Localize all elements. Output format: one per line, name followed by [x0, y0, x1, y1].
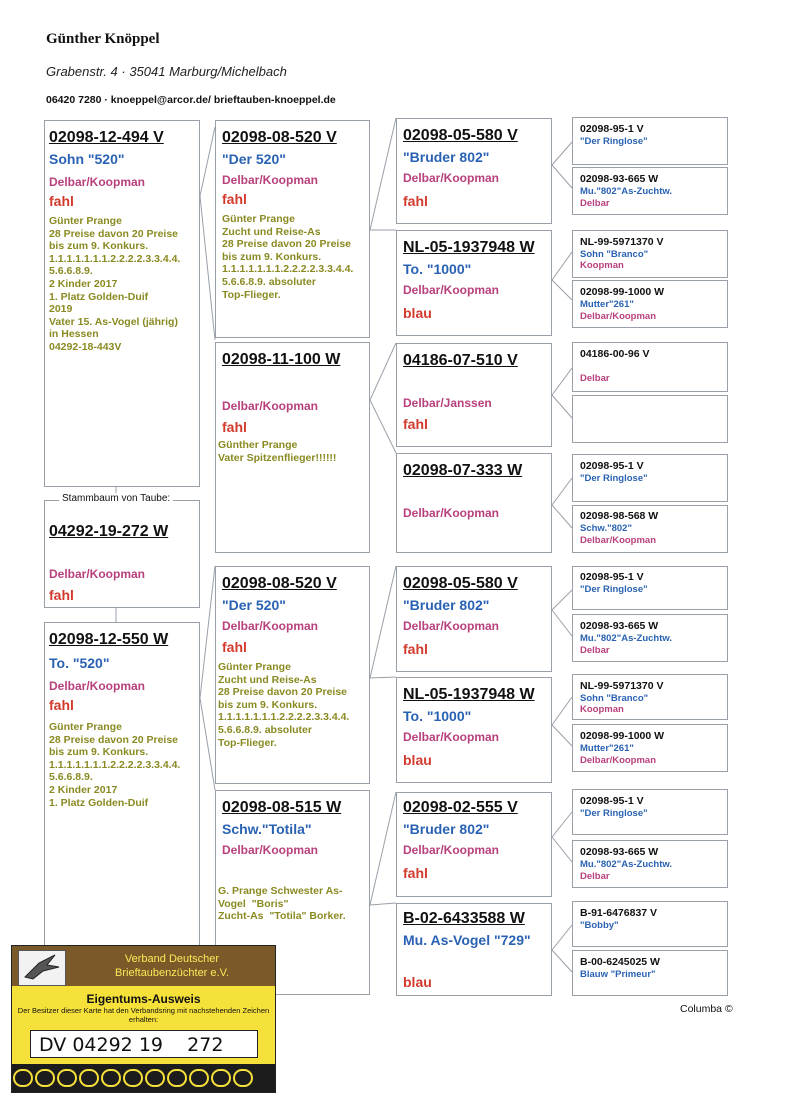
mother-color: fahl — [49, 697, 74, 713]
gen4-box — [572, 840, 728, 888]
gen4-breed: Delbar/Koopman — [580, 535, 657, 546]
father-notes: Günter Prange 28 Preise davon 20 Preise bis zum 9. Konkurs. 1.1.1.1.1.1.1.2.2.2.2.3.3.4.4. 5.6.6.8.9. 2 Kinder 2017 1. Platz Golden-Duif 2019 Vater 15. As-Vogel (jährig) in Hessen 04292-18-443V — [49, 215, 181, 353]
gen4-ring: 02098-98-568 W — [580, 510, 659, 522]
gen3-box — [396, 792, 552, 897]
mother-breed: Delbar/Koopman — [49, 679, 146, 693]
breeder-contact: 06420 7280 · knoeppel@arcor.de/ brieftauben-knoeppel.de — [46, 94, 336, 106]
gen4-breed: Delbar/Koopman — [580, 755, 657, 766]
gen4-ring: 02098-93-665 W — [580, 846, 659, 858]
gen3-ring: B-02-6433588 W — [403, 910, 525, 927]
gen3-breed: Delbar/Koopman — [403, 619, 500, 633]
father-color: fahl — [49, 193, 74, 209]
gen4-box — [572, 167, 728, 215]
father-box — [44, 120, 200, 487]
gen3-ring: 02098-07-333 W — [403, 462, 523, 479]
gen3-color: fahl — [403, 193, 428, 209]
gen3-box — [396, 453, 552, 553]
gen4-name: "Der Ringlose" — [580, 473, 648, 484]
gen4-name: Schw."802" — [580, 523, 632, 534]
gen2-color: fahl — [222, 191, 247, 207]
gen2-name: "Der 520" — [222, 151, 286, 167]
subject-breed: Delbar/Koopman — [49, 567, 146, 581]
card-footer-band — [12, 1064, 275, 1092]
gen4-breed: Delbar — [580, 373, 610, 384]
gen4-box — [572, 614, 728, 662]
mother-box — [44, 622, 200, 952]
gen4-ring: NL-99-5971370 V — [580, 236, 664, 248]
gen4-breed: Koopman — [580, 260, 624, 271]
gen4-box — [572, 505, 728, 553]
gen4-ring: 02098-95-1 V — [580, 460, 644, 472]
gen3-breed: Delbar/Koopman — [403, 283, 500, 297]
gen4-box — [572, 901, 728, 947]
gen2-color: fahl — [222, 639, 247, 655]
gen4-box — [572, 724, 728, 772]
gen4-ring: 02098-95-1 V — [580, 795, 644, 807]
gen4-name: Mu."802"As-Zuchtw. — [580, 633, 673, 644]
gen3-name: "Bruder 802" — [403, 821, 490, 837]
gen3-color: blau — [403, 752, 432, 768]
subject-ring: 04292-19-272 W — [49, 523, 169, 540]
gen4-ring: 04186-00-96 V — [580, 348, 650, 360]
gen2-notes: Günther Prange Vater Spitzenflieger!!!!!! — [218, 439, 337, 464]
gen4-breed: Delbar/Koopman — [580, 311, 657, 322]
gen3-box — [396, 343, 552, 447]
gen2-ring: 02098-11-100 W — [222, 351, 341, 368]
gen4-name: "Der Ringlose" — [580, 808, 648, 819]
gen4-breed: Delbar — [580, 871, 610, 882]
gen2-name: "Der 520" — [222, 597, 286, 613]
gen3-box — [396, 118, 552, 224]
gen4-ring: 02098-99-1000 W — [580, 286, 665, 298]
gen3-ring: 02098-02-555 V — [403, 799, 518, 816]
gen4-name: "Der Ringlose" — [580, 584, 648, 595]
gen2-breed: Delbar/Koopman — [222, 619, 319, 633]
gen4-box — [572, 342, 728, 392]
gen3-ring: 04186-07-510 V — [403, 352, 518, 369]
gen4-breed: Delbar — [580, 198, 610, 209]
gen3-breed: Delbar/Koopman — [403, 730, 500, 744]
card-organization: Verband Deutscher Brieftaubenzüchter e.V. — [115, 953, 229, 979]
gen4-name: Mu."802"As-Zuchtw. — [580, 186, 673, 197]
gen3-name: Mu. As-Vogel "729" — [403, 932, 531, 948]
gen2-notes: G. Prange Schwester As- Vogel "Boris" Zucht-As "Totila" Borker. — [218, 885, 346, 923]
gen4-name: Mutter"261" — [580, 299, 634, 310]
gen4-breed: Koopman — [580, 704, 624, 715]
card-title: Eigentums-Ausweis — [86, 992, 201, 1006]
father-breed: Delbar/Koopman — [49, 175, 146, 189]
gen4-box — [572, 117, 728, 165]
pigeon-logo-icon — [18, 950, 66, 986]
gen4-ring: 02098-95-1 V — [580, 123, 644, 135]
gen3-ring: 02098-05-580 V — [403, 127, 518, 144]
gen4-name: "Bobby" — [580, 920, 619, 931]
card-description: Der Besitzer dieser Karte hat den Verbandsring mit nachstehenden Zeichen erhalten: — [17, 1006, 270, 1024]
mother-notes: Günter Prange 28 Preise davon 20 Preise bis zum 9. Konkurs. 1.1.1.1.1.1.1.2.2.2.2.3.3.4.4. 5.6.6.8.9. 2 Kinder 2017 1. Platz Golden-Duif — [49, 721, 181, 809]
gen4-name: "Der Ringlose" — [580, 136, 648, 147]
gen3-color: fahl — [403, 416, 428, 432]
gen4-ring: B-91-6476837 V — [580, 907, 658, 919]
gen4-ring: B-00-6245025 W — [580, 956, 660, 968]
gen4-ring: 02098-95-1 V — [580, 571, 644, 583]
gen4-ring: 02098-93-665 W — [580, 173, 659, 185]
gen4-ring: 02098-99-1000 W — [580, 730, 665, 742]
subject-color: fahl — [49, 587, 74, 603]
gen4-box — [572, 566, 728, 610]
gen3-breed: Delbar/Janssen — [403, 396, 492, 410]
gen4-name: Mutter"261" — [580, 743, 634, 754]
card-ring-number: DV 04292 19 272 — [30, 1030, 258, 1058]
gen3-box — [396, 566, 552, 672]
mother-ring: 02098-12-550 W — [49, 631, 169, 648]
gen2-ring: 02098-08-520 V — [222, 129, 337, 146]
ownership-card — [11, 945, 276, 1093]
gen2-breed: Delbar/Koopman — [222, 173, 319, 187]
gen4-name: Blauw "Primeur" — [580, 969, 656, 980]
gen3-name: To. "1000" — [403, 261, 472, 277]
gen4-box — [572, 950, 728, 996]
gen2-box — [215, 342, 370, 553]
subject-label: Stammbaum von Taube: — [59, 493, 173, 504]
gen2-ring: 02098-08-520 V — [222, 575, 337, 592]
gen2-box — [215, 120, 370, 338]
gen2-notes: Günter Prange Zucht und Reise-As 28 Preise davon 20 Preise bis zum 9. Konkurs. 1.1.1.1.1.1.1.2.2.2.2.3.3.4.4. 5.6.6.8.9. absoluter Top-Flieger. — [222, 213, 354, 301]
gen4-box — [572, 789, 728, 835]
gen3-breed: Delbar/Koopman — [403, 506, 500, 520]
gen2-name: Schw."Totila" — [222, 821, 312, 837]
gen3-breed: Delbar/Koopman — [403, 843, 500, 857]
gen4-box — [572, 230, 728, 278]
gen3-box — [396, 677, 552, 783]
gen3-ring: NL-05-1937948 W — [403, 239, 535, 256]
gen3-color: fahl — [403, 865, 428, 881]
gen2-ring: 02098-08-515 W — [222, 799, 342, 816]
footer-credit: Columba © — [680, 1003, 733, 1015]
gen3-ring: 02098-05-580 V — [403, 575, 518, 592]
gen3-ring: NL-05-1937948 W — [403, 686, 535, 703]
gen4-name: Sohn "Branco" — [580, 249, 649, 260]
subject-box — [44, 493, 200, 608]
father-name: Sohn "520" — [49, 151, 125, 167]
gen4-name: Mu."802"As-Zuchtw. — [580, 859, 673, 870]
gen3-name: To. "1000" — [403, 708, 472, 724]
gen4-ring: 02098-93-665 W — [580, 620, 659, 632]
breeder-address: Grabenstr. 4 · 35041 Marburg/Michelbach — [46, 64, 287, 79]
gen3-breed: Delbar/Koopman — [403, 171, 500, 185]
gen4-box — [572, 395, 728, 443]
gen4-box — [572, 454, 728, 502]
father-ring: 02098-12-494 V — [49, 129, 164, 146]
gen2-box — [215, 566, 370, 784]
gen4-box — [572, 280, 728, 328]
gen3-box — [396, 903, 552, 996]
gen3-box — [396, 230, 552, 336]
gen4-box — [572, 674, 728, 720]
gen4-name: Sohn "Branco" — [580, 693, 649, 704]
gen2-color: fahl — [222, 419, 247, 435]
mother-name: To. "520" — [49, 655, 110, 671]
gen2-breed: Delbar/Koopman — [222, 399, 319, 413]
gen3-name: "Bruder 802" — [403, 597, 490, 613]
gen4-ring: NL-99-5971370 V — [580, 680, 664, 692]
gen3-name: "Bruder 802" — [403, 149, 490, 165]
breeder-name: Günther Knöppel — [46, 31, 160, 47]
gen3-color: blau — [403, 305, 432, 321]
gen3-color: blau — [403, 974, 432, 990]
gen2-notes: Günter Prange Zucht und Reise-As 28 Preise davon 20 Preise bis zum 9. Konkurs. 1.1.1.1.1.1.1.2.2.2.2.3.3.4.4. 5.6.6.8.9. absoluter Top-Flieger. — [218, 661, 350, 749]
gen2-breed: Delbar/Koopman — [222, 843, 319, 857]
gen4-breed: Delbar — [580, 645, 610, 656]
gen3-color: fahl — [403, 641, 428, 657]
